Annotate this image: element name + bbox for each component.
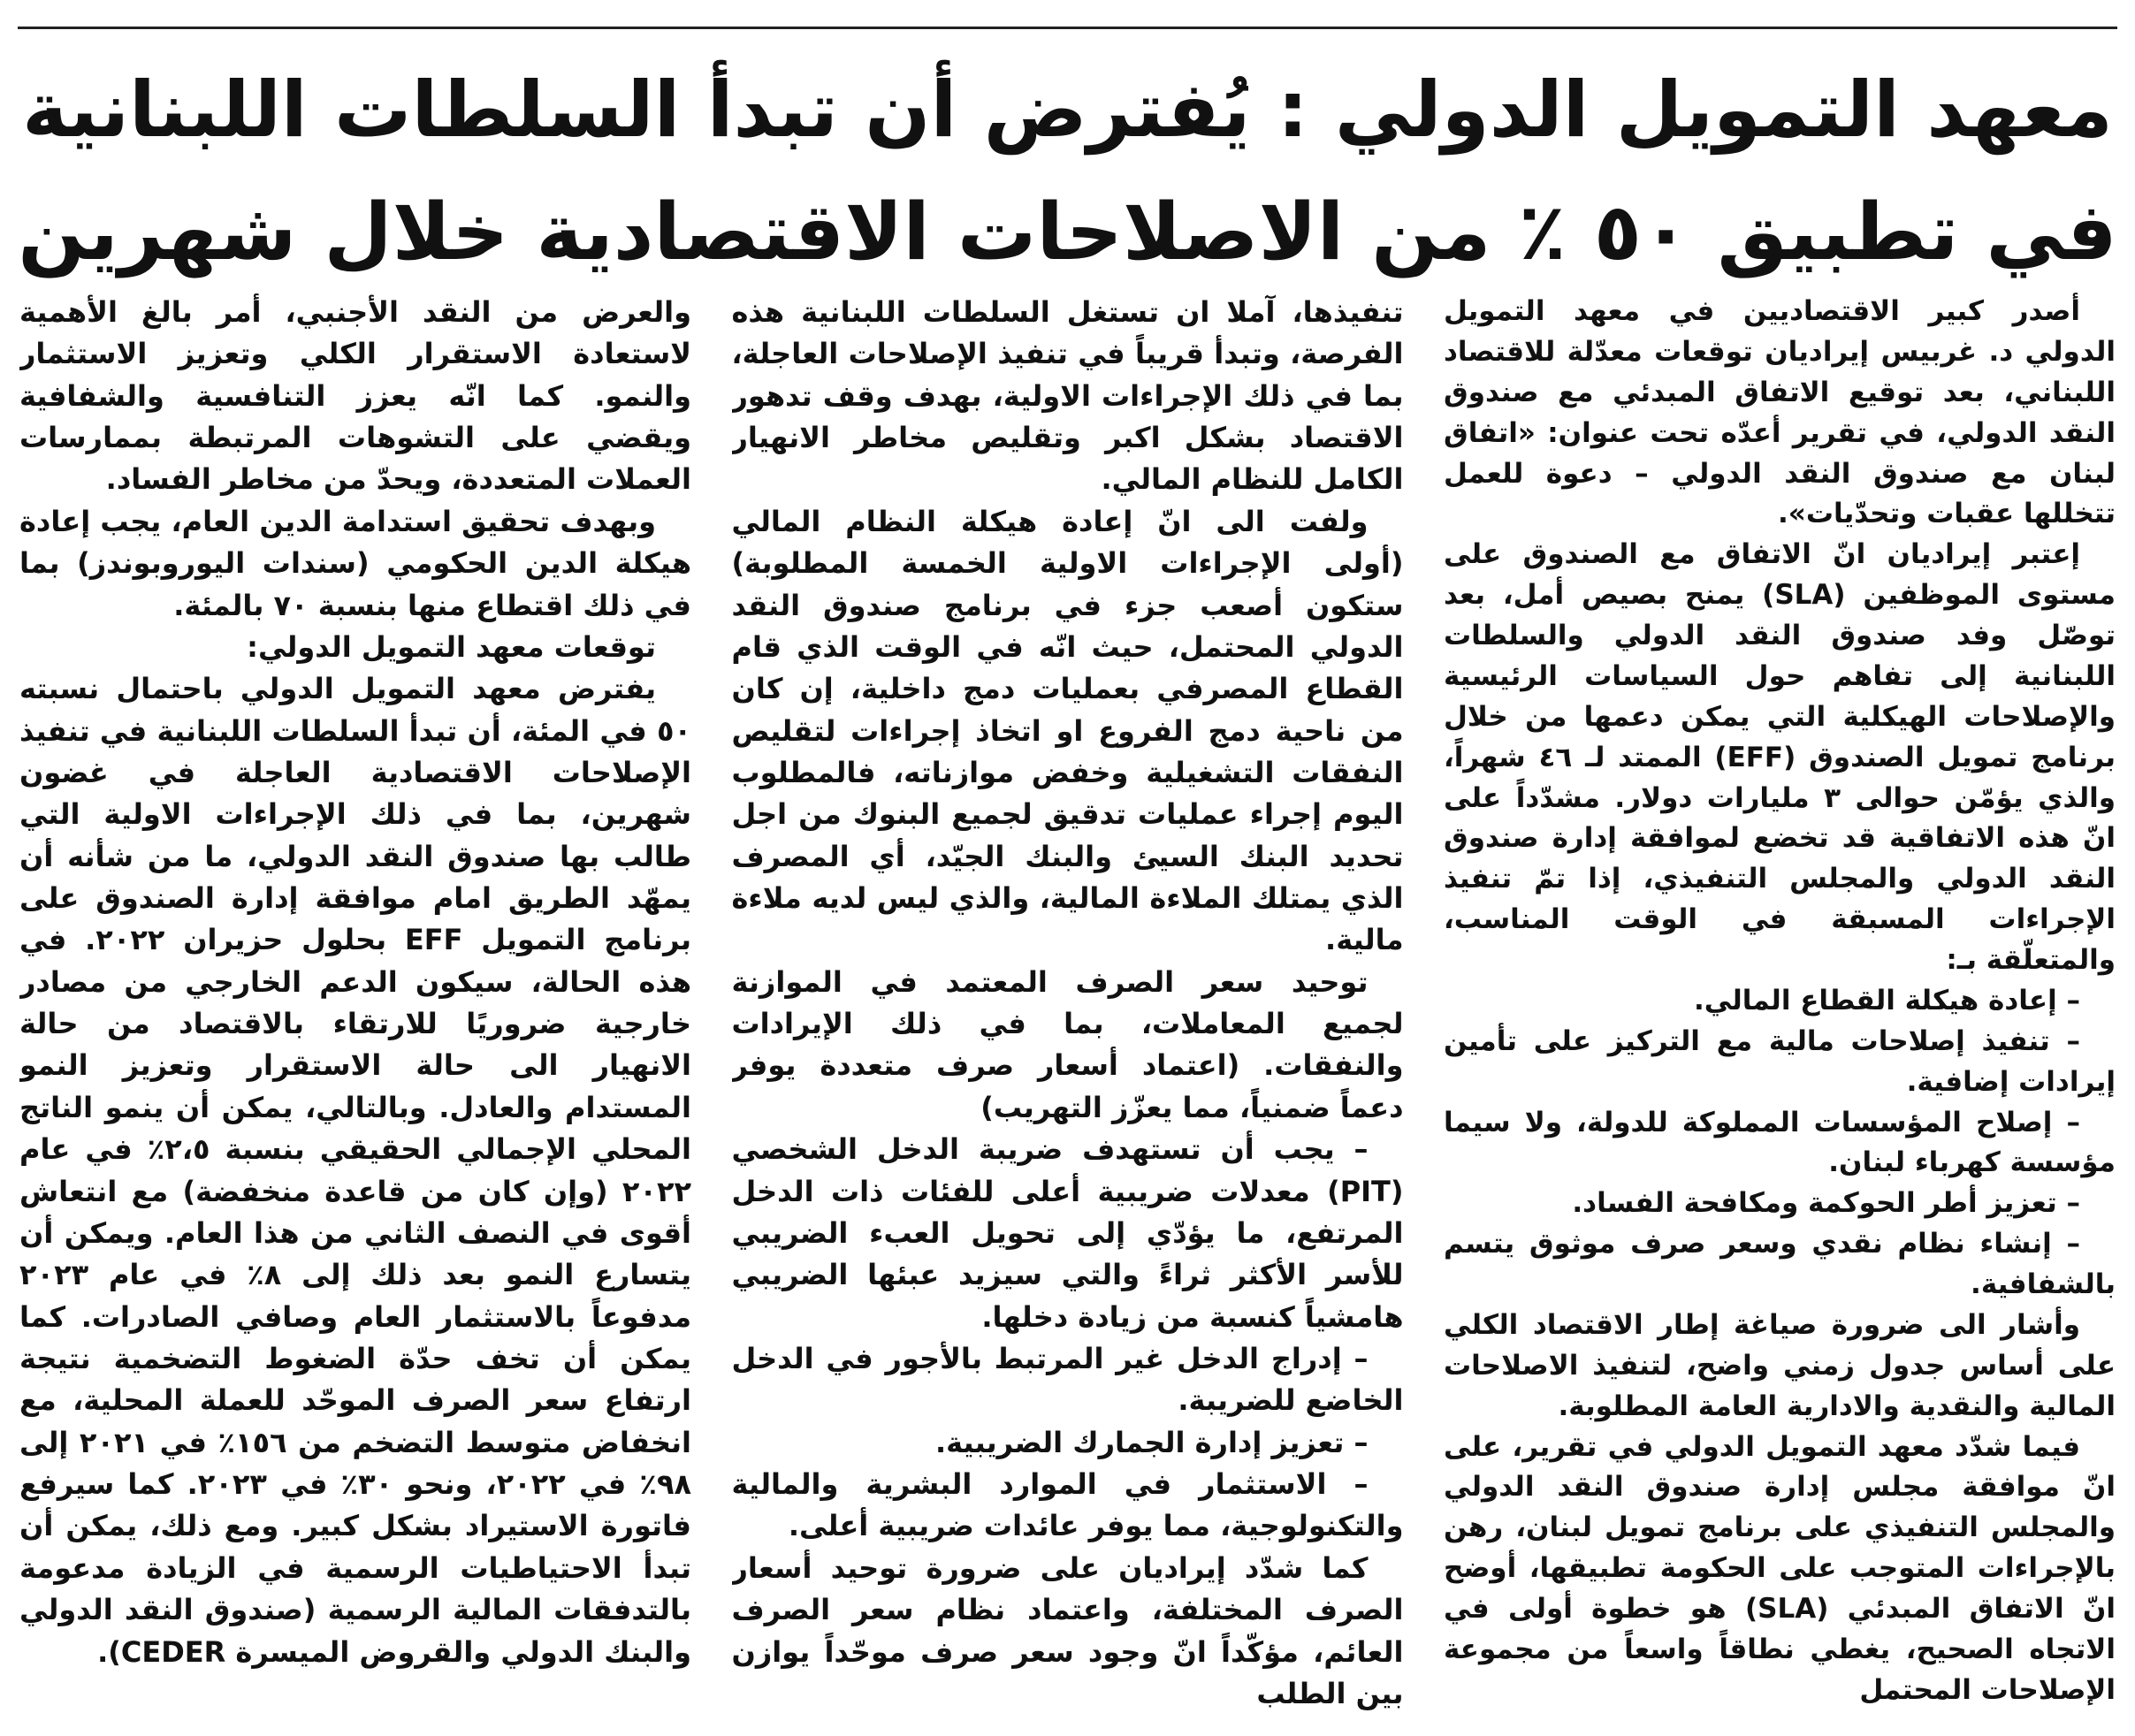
paragraph: والعرض من النقد الأجنبي، أمر بالغ الأهمية لاستعادة الاستقرار الكلي وتعزيز الاستثمار والنمو. كما انّه يعزز التنافسية والشفافية ويقضي على التشوهات المرتبطة بممارسات العملات المتعددة، ويحدّ من مخاطر الفساد. <box>19 295 691 497</box>
article-body <box>19 292 2116 1725</box>
paragraph: ولفت الى انّ إعادة هيكلة النظام المالي (أولى الإجراءات الاولية الخمسة المطلوبة) ستكون أصعب جزء في برنامج صندوق النقد الدولي المحتمل، حيث انّه في الوقت الذي قام القطاع المصرفي بعمليات دمج داخلية، إن كان من ناحية دمج الفروع او اتخاذ إجراءات لتقليص النفقات التشغيلية وخفض موازناته، فالمطلوب اليوم إجراء عمليات تدقيق لجميع البنوك من اجل تحديد البنك السيئ والبنك الجيّد، أي المصرف الذي يمتلك الملاءة المالية، والذي ليس لديه ملاءة مالية. <box>731 504 1404 957</box>
paragraph: – تعزيز أطر الحوكمة ومكافحة الفساد. <box>1572 1187 2080 1220</box>
paragraph: فيما شدّد معهد التمويل الدولي في تقرير، على انّ موافقة مجلس إدارة صندوق النقد الدولي والمجلس التنفيذي على برنامج تمويل لبنان، رهن بالإجراءات المتوجب على الحكومة تطبيقها، أوضح انّ الاتفاق المبدئي (SLA) هو خطوة أولى في الاتجاه الصحيح، يغطي نطاقاً واسعاً من مجموعة الإصلاحات المحتمل <box>1444 1430 2116 1706</box>
paragraph: إعتبر إيراديان انّ الاتفاق مع الصندوق على مستوى الموظفين (SLA) يمنح بصيص أمل، بعد توصّل وفد صندوق النقد الدولي والسلطات اللبنانية إلى تفاهم حول السياسات الرئيسية والإصلاحات الهيكلية التي يمكن دعمها من خلال برنامج تمويل الصندوق (EFF) الممتد لـ ٤٦ شهراً، والذي يؤمّن حوالى ٣ مليارات دولار. مشدّداً على انّ هذه الاتفاقية قد تخضع لموافقة إدارة صندوق النقد الدولي والمجلس التنفيذي، إذا تمّ تنفيذ الإجراءات المسبقة في الوقت المناسب، والمتعلّقة بـ: <box>1444 538 2116 976</box>
paragraph: – إدراج الدخل غير المرتبط بالأجور في الدخل الخاضع للضريبة. <box>731 1341 1404 1418</box>
paragraph: – تعزيز إدارة الجمارك الضريبية. <box>934 1425 1369 1459</box>
paragraph: – تنفيذ إصلاحات مالية مع التركيز على تأمين إيرادات إضافية. <box>1444 1024 2116 1098</box>
paragraph: يفترض معهد التمويل الدولي باحتمال نسبته ٥٠ في المئة، أن تبدأ السلطات اللبنانية في تنفيذ الإصلاحات الاقتصادية العاجلة في غضون شهرين، بما في ذلك الإجراءات الاولية التي طالب بها صندوق النقد الدولي، ما من شأنه أن يمهّد الطريق امام موافقة إدارة الصندوق على برنامج التمويل EFF بحلول حزيران ٢٠٢٢. في هذه الحالة، سيكون الدعم الخارجي من مصادر خارجية ضروريًا للارتقاء بالاقتصاد من حالة الانهيار الى حالة الاستقرار وتعزيز النمو المستدام والعادل. وبالتالي، يمكن أن ينمو الناتج المحلي الإجمالي الحقيقي بنسبة ٢،٥٪ في عام ٢٠٢٢ (وإن كان من قاعدة منخفضة) مع انتعاش أقوى في النصف الثاني من هذا العام. ويمكن أن يتسارع النمو بعد ذلك إلى ٨٪ في عام ٢٠٢٣ مدفوعاً بالاستثمار العام وصافي الصادرات. كما يمكن أن تخف حدّة الضغوط التضخمية نتيجة ارتفاع سعر الصرف الموحّد للعملة المحلية، مع انخفاض متوسط التضخم من ١٥٦٪ في ٢٠٢١ إلى ٩٨٪ في ٢٠٢٢، ونحو ٣٠٪ في ٢٠٢٣. كما سيرفع فاتورة الاستيراد بشكل كبير. ومع ذلك، يمكن أن تبدأ الاحتياطيات الرسمية في الزيادة مدعومة بالتدفقات المالية الرسمية (صندوق النقد الدولي والبنك الدولي والقروض الميسرة CEDER). <box>19 672 691 1669</box>
top-rule <box>18 27 2117 29</box>
column-1 <box>1444 292 2116 1725</box>
headline-line-1: معهد التمويل الدولي : يُفترض أن تبدأ السلطات اللبنانية <box>22 65 2113 155</box>
paragraph: وأشار الى ضرورة صياغة إطار الاقتصاد الكلي على أساس جدول زمني واضح، لتنفيذ الاصلاحات المالية والنقدية والادارية العامة المطلوبة. <box>1444 1308 2116 1422</box>
paragraph: وبهدف تحقيق استدامة الدين العام، يجب إعادة هيكلة الدين الحكومي (سندات اليوروبوندز) بما في ذلك اقتطاع منها بنسبة ٧٠ بالمئة. <box>19 504 691 622</box>
paragraph: – إصلاح المؤسسات المملوكة للدولة، ولا سيما مؤسسة كهرباء لبنان. <box>1444 1106 2116 1179</box>
paragraph: توقعات معهد التمويل الدولي: <box>247 629 656 664</box>
headline <box>18 49 2117 293</box>
column-2 <box>732 292 1404 1725</box>
headline-line-2: في تطبيق ٥٠ ٪ من الاصلاحات الاقتصادية خلال شهرين <box>18 186 2117 278</box>
paragraph: – يجب أن تستهدف ضريبة الدخل الشخصي (PIT) معدلات ضريبية أعلى للفئات ذات الدخل المرتفع، ما يؤدّي إلى تحويل العبء الضريبي للأسر الأكثر ثراءً والتي سيزيد عبئها الضريبي هامشياً كنسبة من زيادة دخلها. <box>731 1132 1404 1334</box>
paragraph: توحيد سعر الصرف المعتمد في الموازنة لجميع المعاملات، بما في ذلك الإيرادات والنفقات. (اعتماد أسعار صرف متعددة يوفر دعماً ضمنياً، مما يعزّز التهريب) <box>731 964 1404 1124</box>
column-3 <box>19 292 691 1725</box>
paragraph: – إنشاء نظام نقدي وسعر صرف موثوق يتسم بالشفافية. <box>1444 1228 2116 1300</box>
paragraph: – إعادة هيكلة القطاع المالي. <box>1693 984 2080 1016</box>
paragraph: كما شدّد إيراديان على ضرورة توحيد أسعار الصرف المختلفة، واعتماد نظام سعر الصرف العائم، مؤكّداً انّ وجود سعر صرف موحّداً يوازن بين الطلب <box>731 1550 1404 1710</box>
paragraph: – الاستثمار في الموارد البشرية والمالية والتكنولوجية، مما يوفر عائدات ضريبية أعلى. <box>731 1467 1404 1543</box>
paragraph: تنفيذها، آملا ان تستغل السلطات اللبنانية هذه الفرصة، وتبدأ قريباً في تنفيذ الإصلاحات العاجلة، بما في ذلك الإجراءات الاولية، بهدف وقف تدهور الاقتصاد بشكل اكبر وتقليص مخاطر الانهيار الكامل للنظام المالي. <box>731 295 1404 497</box>
paragraph: أصدر كبير الاقتصاديين في معهد التمويل الدولي د. غربيس إيراديان توقعات معدّلة للاقتصاد اللبناني، بعد توقيع الاتفاق المبدئي مع صندوق النقد الدولي، في تقرير أعدّه تحت عنوان: «اتفاق لبنان مع صندوق النقد الدولي – دعوة للعمل تتخللها عقبات وتحدّيات». <box>1444 295 2116 530</box>
